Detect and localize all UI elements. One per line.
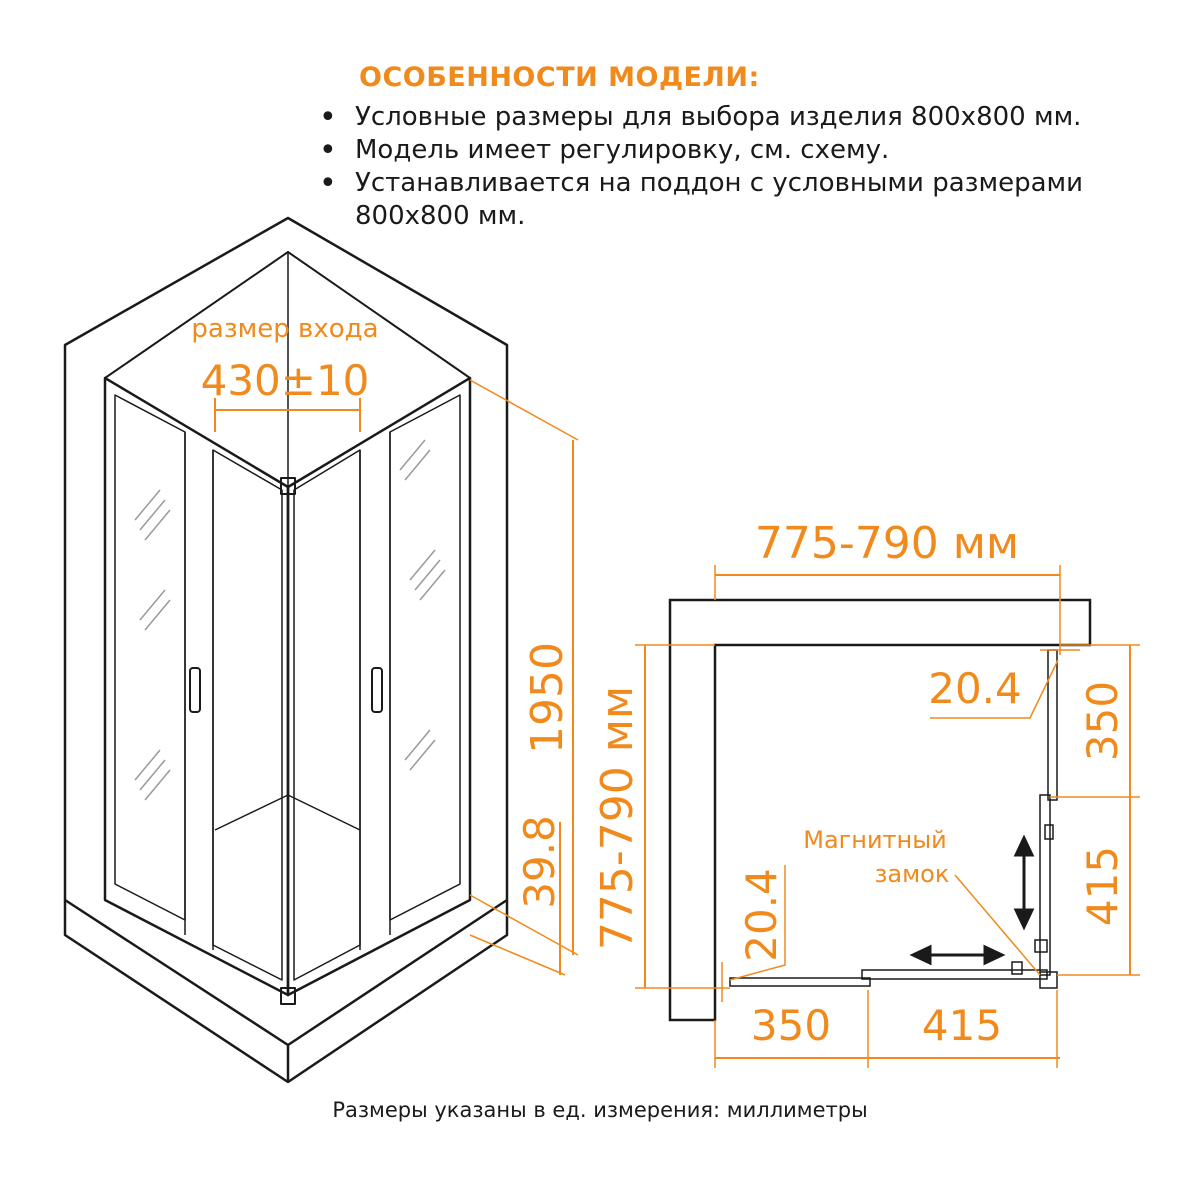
plan-magnet-bottom <box>1012 962 1022 974</box>
magnet-leader <box>955 875 1040 975</box>
height-ext-top <box>470 380 578 440</box>
units-footnote: Размеры указаны в ед. измерения: миллиметры <box>332 1098 868 1122</box>
plan-panel-bottom-fixed <box>730 978 870 986</box>
right-frame <box>288 378 470 995</box>
iso-view <box>65 218 578 1082</box>
entrance-label: размер входа <box>191 314 379 344</box>
right-handle <box>372 668 382 712</box>
plan-magnet-lower <box>1035 940 1047 952</box>
entrance-value: 430±10 <box>200 356 370 405</box>
tray-outline <box>65 900 507 1082</box>
right-upper-value: 350 <box>1078 680 1127 762</box>
feature-item: • Устанавливается на поддон с условными размерами 800х800 мм. <box>315 167 1175 233</box>
left-glass-outer <box>115 395 185 920</box>
tray-ext <box>470 935 565 975</box>
gap-bottom-value: 20.4 <box>737 868 786 962</box>
tray-value: 39.8 <box>515 815 564 909</box>
plan-magnet-upper <box>1045 825 1053 839</box>
gap-top-value: 20.4 <box>928 664 1022 713</box>
right-glass-outer <box>390 395 460 920</box>
bottom-right-value: 415 <box>921 1001 1003 1050</box>
left-glass-inner <box>213 450 282 980</box>
depth-value: 775-790 мм <box>592 685 643 951</box>
right-lower-value: 415 <box>1078 845 1127 927</box>
height-value: 1950 <box>522 642 573 754</box>
left-frame <box>105 378 288 995</box>
width-value: 775-790 мм <box>754 518 1020 569</box>
features-title: ОСОБЕННОСТИ МОДЕЛИ: <box>359 62 760 93</box>
feature-item: • Условные размеры для выбора изделия 800х800 мм. <box>315 101 1175 134</box>
feature-item: • Модель имеет регулировку, см. схему. <box>315 134 1175 167</box>
plan-view <box>592 518 1140 1068</box>
plan-wall <box>670 600 1090 1020</box>
magnet-label-line1: Магнитный <box>803 826 947 854</box>
plan-panel-right-door <box>1040 795 1050 975</box>
magnet-label-line2: замок <box>874 860 950 888</box>
bottom-left-value: 350 <box>750 1001 832 1050</box>
left-handle <box>190 668 200 712</box>
right-glass-inner <box>294 450 360 980</box>
